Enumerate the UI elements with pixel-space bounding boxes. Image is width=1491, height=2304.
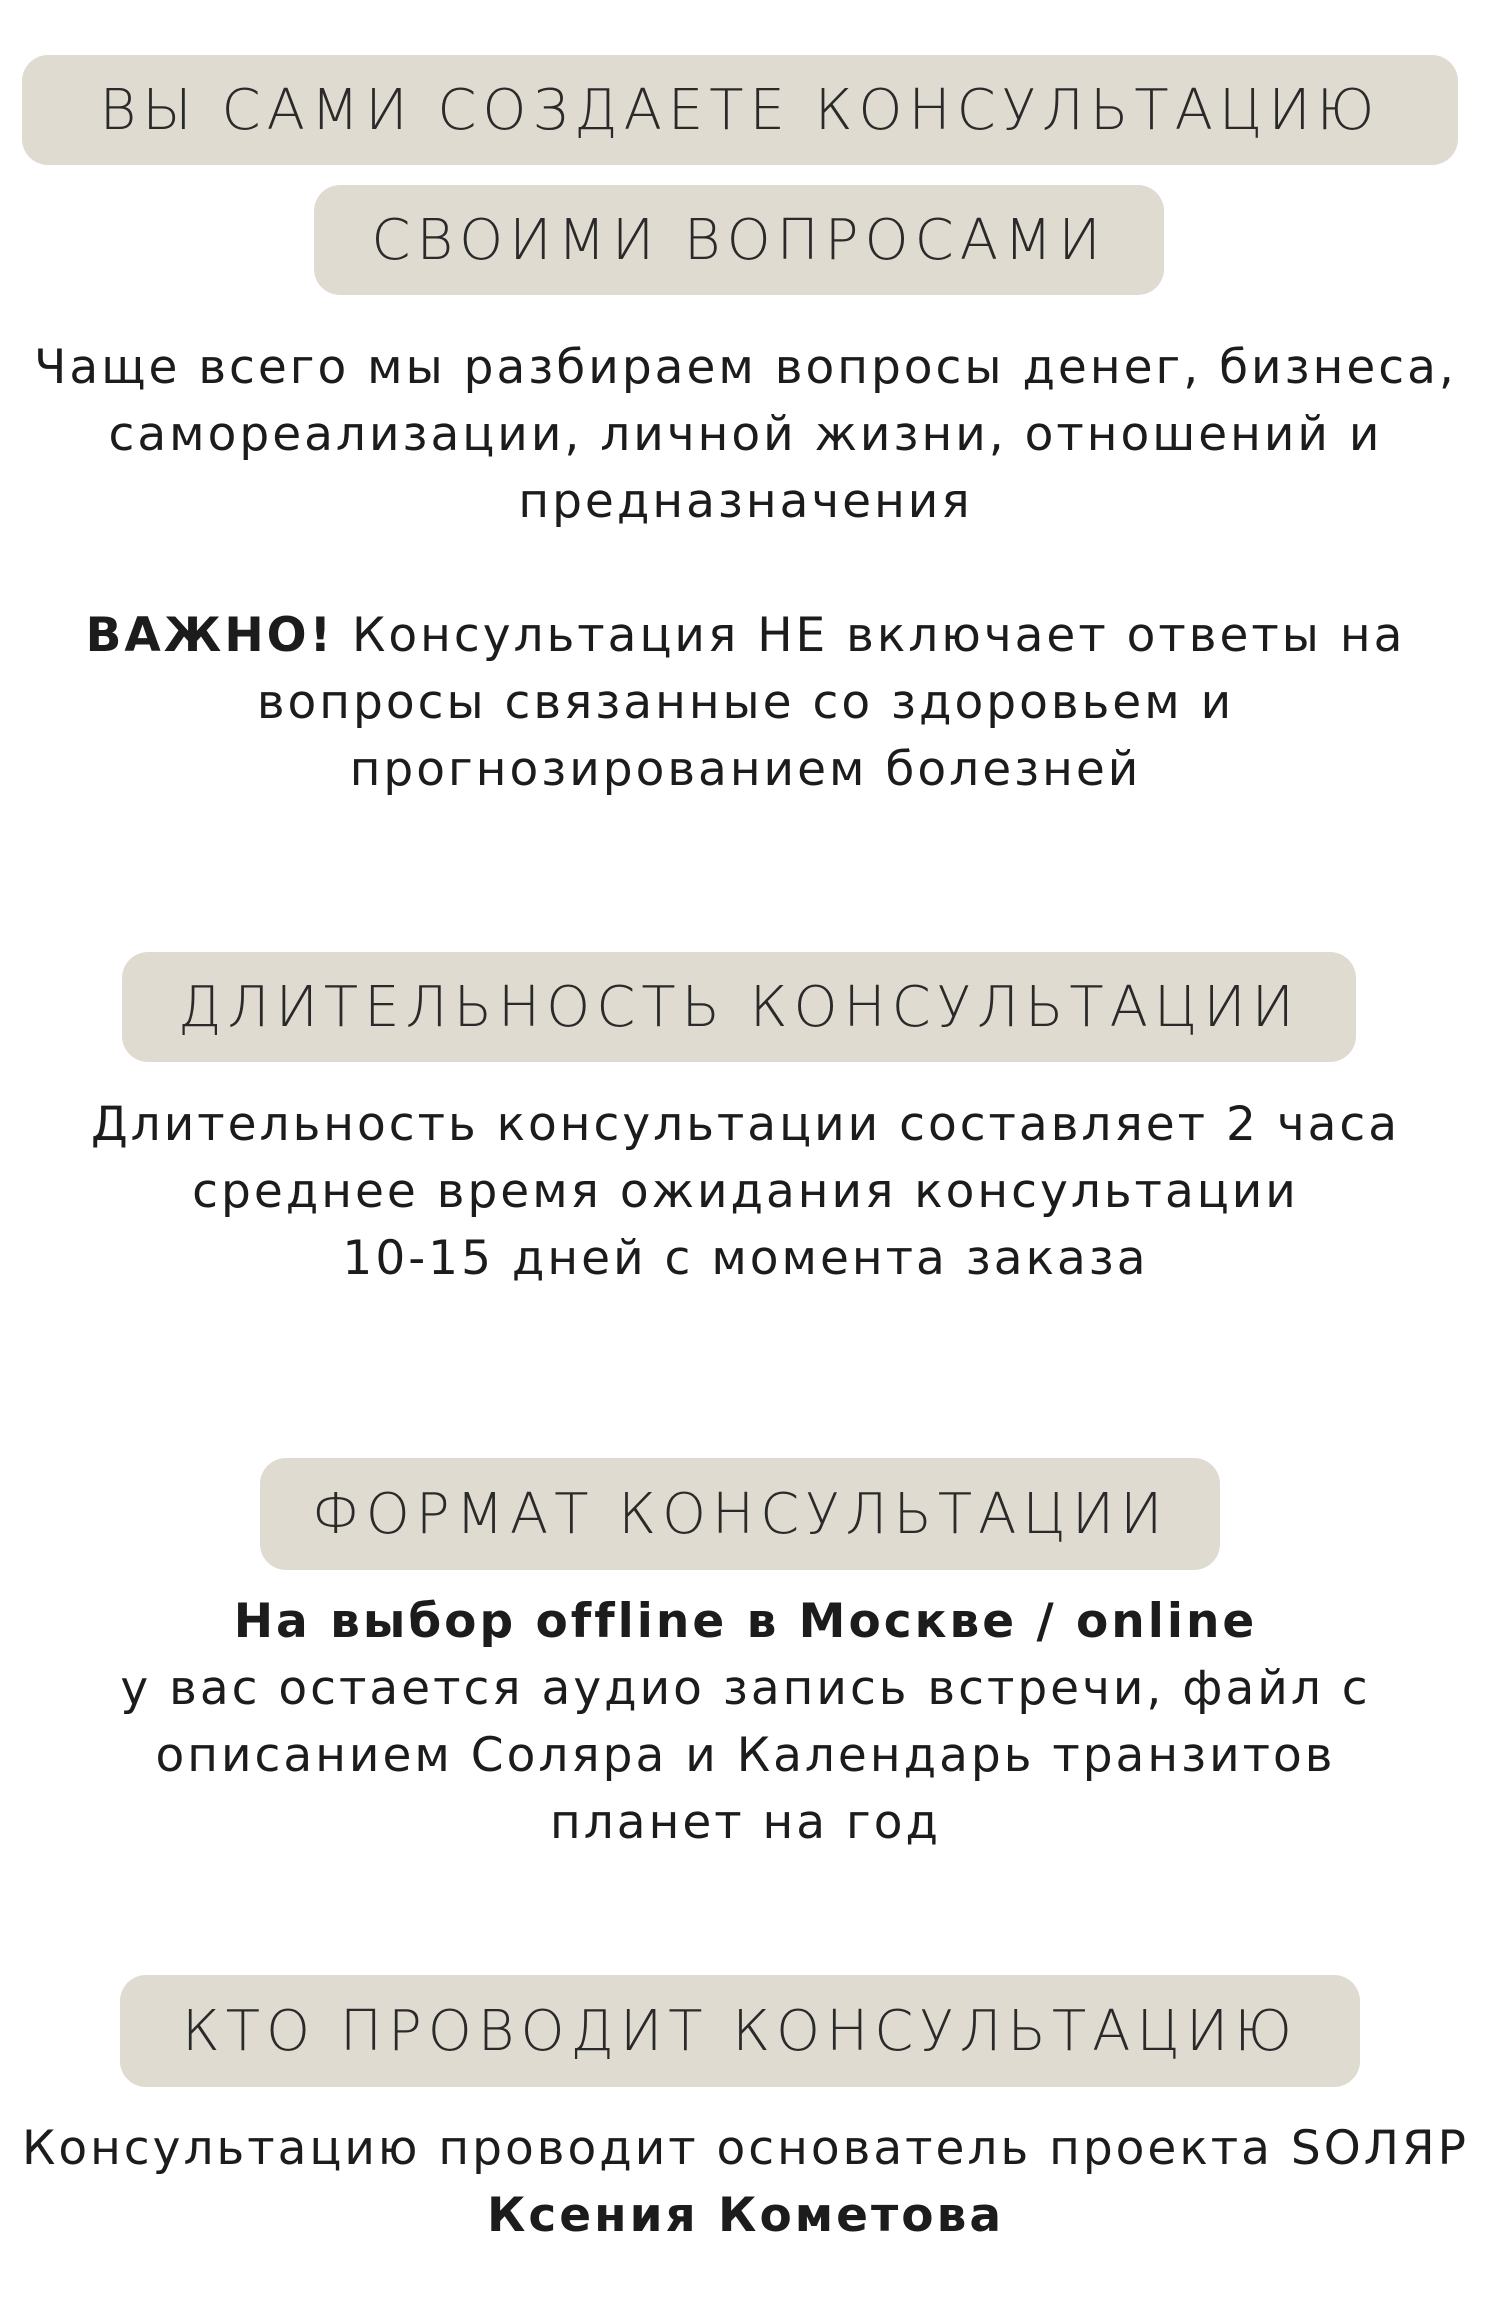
duration-line: среднее время ожидания консультации — [192, 1164, 1299, 1219]
format-paragraph — [0, 1588, 1491, 1856]
duration-line: 10-15 дней с момента заказа — [342, 1231, 1149, 1286]
important-line — [0, 602, 1491, 669]
heading-pill-create-consultation — [22, 55, 1458, 165]
format-line: планет на год — [550, 1795, 941, 1850]
heading-pill-own-questions — [314, 185, 1164, 295]
topics-line: самореализации, личной жизни, отношений и — [108, 407, 1383, 462]
heading-duration: ДЛИТЕЛЬНОСТЬ КОНСУЛЬТАЦИИ — [178, 974, 1300, 1040]
important-line: вопросы связанные со здоровьем и — [256, 675, 1235, 730]
topics-line: Чаще всего мы разбираем вопросы денег, бизнеса, — [34, 340, 1457, 395]
heading-pill-duration — [122, 952, 1356, 1062]
heading-pill-format — [260, 1458, 1220, 1570]
heading-pill-who — [120, 1975, 1360, 2087]
topics-line: предназначения — [518, 474, 973, 529]
founder-name: Ксения Кометова — [486, 2188, 1005, 2243]
founder-line: Консультацию проводит основатель проекта SOЛЯР — [21, 2121, 1470, 2176]
heading-create-consultation: ВЫ САМИ СОЗДАЕТЕ КОНСУЛЬТАЦИЮ — [99, 77, 1381, 143]
who-paragraph — [0, 2115, 1491, 2249]
heading-own-questions: СВОИМИ ВОПРОСАМИ — [371, 207, 1107, 273]
important-line: прогнозированием болезней — [349, 742, 1142, 797]
duration-paragraph — [0, 1091, 1491, 1292]
format-line: у вас остается аудио запись встречи, файл с — [120, 1661, 1371, 1716]
format-choice-line: На выбор offline в Москве / online — [233, 1594, 1258, 1649]
format-line: описанием Соляра и Календарь транзитов — [155, 1728, 1336, 1783]
heading-format: ФОРМАТ КОНСУЛЬТАЦИИ — [311, 1481, 1169, 1547]
important-line-rest: Консультация НЕ включает ответы на — [334, 608, 1406, 663]
important-label: ВАЖНО! — [85, 608, 335, 663]
heading-who: КТО ПРОВОДИТ КОНСУЛЬТАЦИЮ — [182, 1998, 1298, 2064]
duration-line: Длительность консультации составляет 2 часа — [90, 1097, 1401, 1152]
important-paragraph — [0, 602, 1491, 803]
topics-paragraph — [0, 334, 1491, 535]
